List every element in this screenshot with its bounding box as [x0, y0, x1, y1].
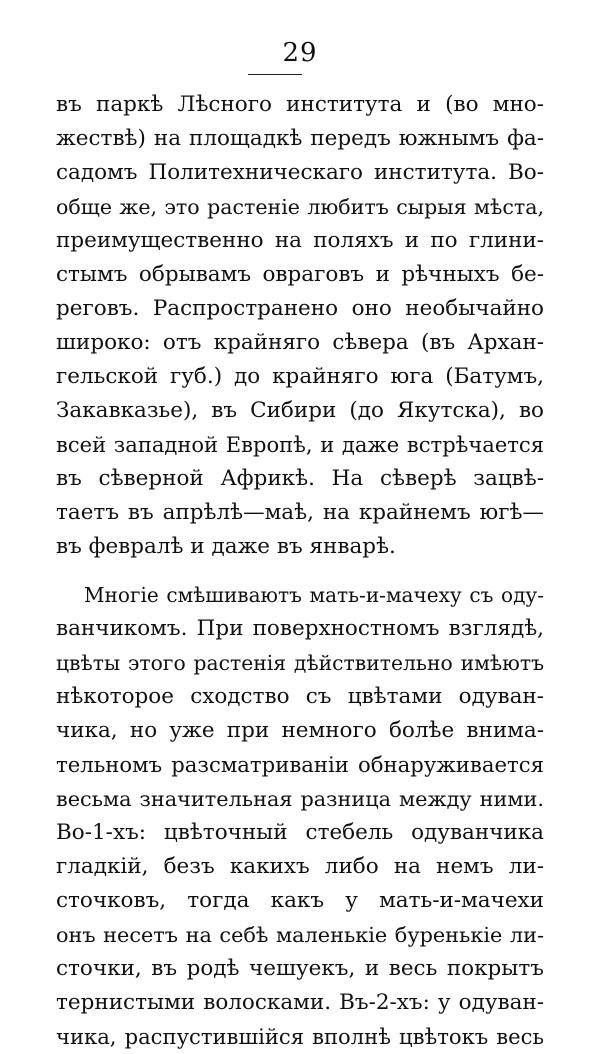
text-line: Во-1-хъ: цвѣточный стебель одуванчика: [56, 820, 544, 845]
page-number-rule: [248, 74, 302, 75]
page-number: 29: [282, 38, 318, 68]
text-line: широко: отъ крайняго сѣвера (въ Архан-: [56, 330, 544, 355]
text-line: нѣкоторое сходство съ цвѣтами одуван-: [56, 684, 544, 709]
text-line: Многіе смѣшиваютъ мать-и-мачеху съ оду-: [84, 583, 544, 607]
text-line: ванчикомъ. При поверхностномъ взглядѣ,: [56, 616, 544, 641]
text-line: садомъ Политехническаго института. Во-: [56, 160, 544, 185]
text-line: въ паркѣ Лѣсного института и (во мно-: [56, 92, 544, 117]
text-line: въ февралѣ и даже въ январѣ.: [56, 534, 396, 559]
text-line: чика, распустившійся вполнѣ цвѣтокъ весь: [56, 1024, 544, 1049]
text-line: гельской губ.) до крайняго юга (Батумъ,: [56, 364, 544, 389]
text-line: сточки, въ родѣ чешуекъ, и весь покрытъ: [56, 956, 544, 981]
body-text: [56, 88, 544, 1054]
text-line: онъ несетъ на себѣ маленькіе буренькіе ли-: [56, 923, 544, 947]
text-line: тельномъ разсматриваніи обнаруживается: [56, 752, 544, 777]
text-line: всей западной Европѣ, и даже встрѣчается: [56, 432, 544, 457]
text-line: обще же, это растеніе любитъ сырыя мѣста,: [56, 195, 544, 219]
text-line: гладкій, безъ какихъ либо на немъ ли-: [56, 854, 544, 879]
text-line: цвѣты этого растенія дѣйствительно имѣютъ: [56, 651, 544, 675]
text-line: тернистыми волосками. Въ-2-хъ: у одуван-: [56, 990, 544, 1015]
text-line: таетъ въ апрѣлѣ—маѣ, на крайнемъ югѣ—: [56, 500, 544, 525]
text-line: сточковъ, тогда какъ у мать-и-мачехи: [56, 888, 544, 913]
text-line: преимущественно на поляхъ и по глини-: [56, 228, 544, 253]
text-line: весьма значительная разница между ними.: [56, 787, 544, 811]
text-line: стымъ обрывамъ овраговъ и рѣчныхъ бе-: [56, 262, 544, 287]
text-line: реговъ. Распространено оно необычайно: [56, 296, 544, 321]
paragraph-1: [56, 88, 544, 564]
text-line: чика, но уже при немного болѣе внима-: [56, 718, 544, 743]
paragraph-2: [56, 578, 544, 1054]
paragraph-gap: [56, 564, 544, 578]
text-line: жествѣ) на площадкѣ передъ южнымъ фа-: [56, 126, 544, 151]
text-line: Закавказье), въ Сибири (до Якутска), во: [56, 398, 544, 423]
text-line: въ сѣверной Африкѣ. На сѣверѣ зацвѣ-: [56, 466, 544, 491]
